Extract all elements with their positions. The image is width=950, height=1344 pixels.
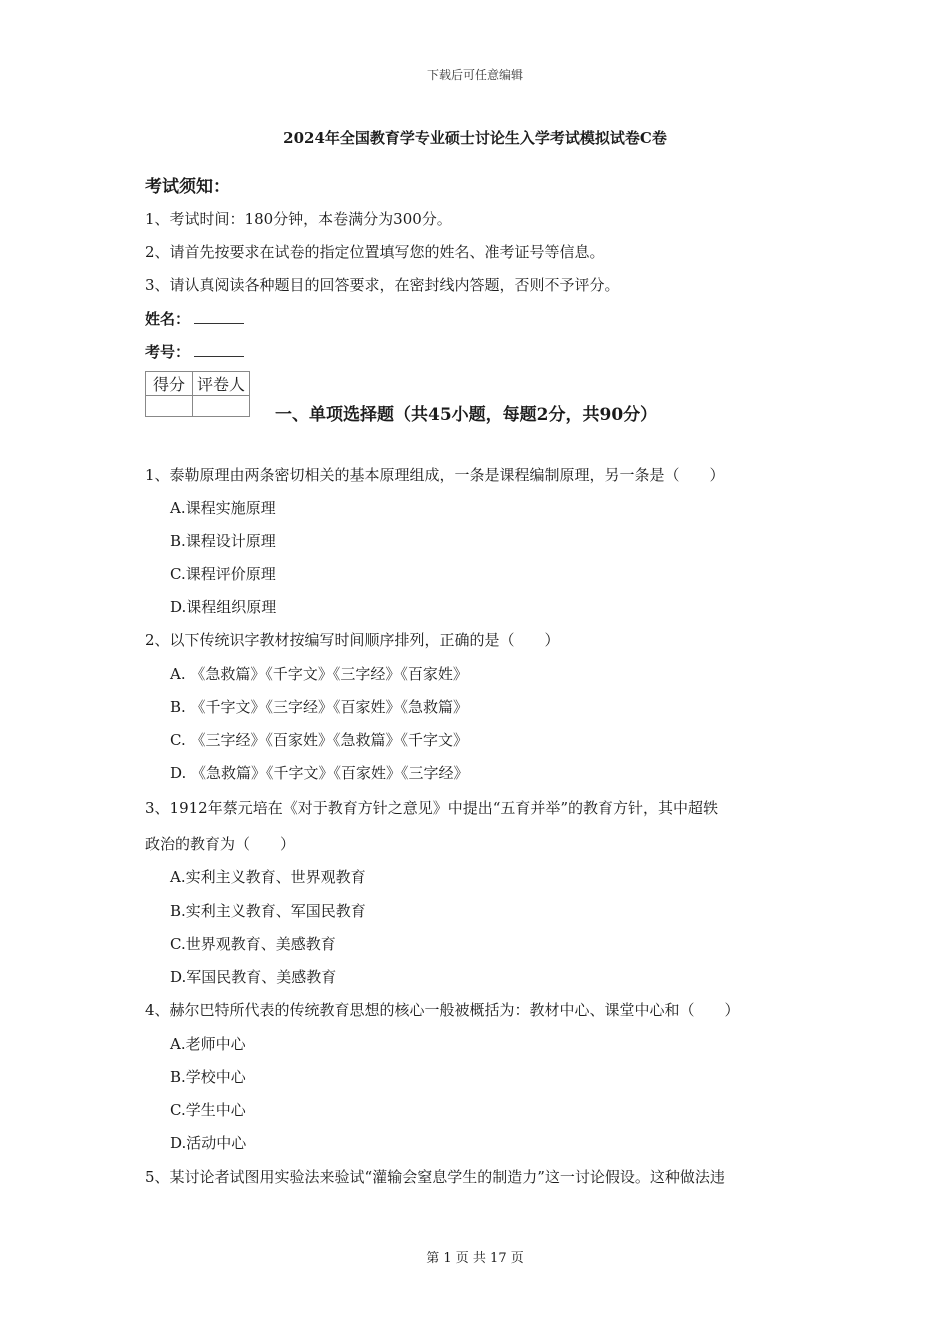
question-option[interactable]: C.学生中心 [170,1101,246,1119]
question-stem: 2、以下传统识字教材按编写时间顺序排列，正确的是（ ） [145,631,560,649]
notice-item: 2、请首先按要求在试卷的指定位置填写您的姓名、准考证号等信息。 [145,243,605,261]
question-option[interactable]: D.军国民教育、美感教育 [170,968,337,986]
grader-cell[interactable] [193,396,250,417]
question-option[interactable]: B.课程设计原理 [170,532,276,550]
question-option[interactable]: A.课程实施原理 [170,499,276,517]
id-blank[interactable] [194,342,244,357]
question-option[interactable]: B.学校中心 [170,1068,246,1086]
question-option[interactable]: C.世界观教育、美感教育 [170,935,336,953]
question-option[interactable]: A. 《急救篇》《千字文》《三字经》《百家姓》 [170,665,468,683]
score-table [145,371,250,417]
question-option[interactable]: C.课程评价原理 [170,565,276,583]
grader-header: 评卷人 [193,372,250,396]
question-option[interactable]: D.活动中心 [170,1134,247,1152]
question-option[interactable]: B.实利主义教育、军国民教育 [170,902,366,920]
section-title: 一、单项选择题（共45小题，每题2分，共90分） [275,405,658,425]
question-stem: 1、泰勒原理由两条密切相关的基本原理组成，一条是课程编制原理，另一条是（ ） [145,466,725,484]
question-option[interactable]: D.课程组织原理 [170,598,277,616]
question-stem: 3、1912年蔡元培在《对于教育方针之意见》中提出“五育并举”的教育方针，其中超轶 [145,799,719,817]
notice-heading: 考试须知： [145,177,230,197]
notice-item: 3、请认真阅读各种题目的回答要求，在密封线内答题，否则不予评分。 [145,276,620,294]
question-stem-cont: 政治的教育为（ ） [145,835,296,853]
question-stem: 4、赫尔巴特所代表的传统教育思想的核心一般被概括为：教材中心、课堂中心和（ ） [145,1001,740,1019]
question-option[interactable]: D. 《急救篇》《千字文》《百家姓》《三字经》 [170,764,469,782]
score-cell[interactable] [146,396,193,417]
name-field [145,308,244,329]
name-label: 姓名： [145,310,191,328]
question-option[interactable]: A.老师中心 [170,1035,246,1053]
question-option[interactable]: A.实利主义教育、世界观教育 [170,868,366,886]
page-footer: 第 1 页 共 17 页 [426,1251,524,1266]
notice-item: 1、考试时间：180分钟，本卷满分为300分。 [145,210,452,228]
question-option[interactable]: C. 《三字经》《百家姓》《急救篇》《千字文》 [170,731,468,749]
question-option[interactable]: B. 《千字文》《三字经》《百家姓》《急救篇》 [170,698,469,716]
page-title: 2024年全国教育学专业硕士讨论生入学考试模拟试卷C卷 [283,129,667,147]
score-header: 得分 [146,372,193,396]
header-note: 下载后可任意编辑 [426,68,523,82]
id-label: 考号： [145,343,191,361]
id-field [145,341,244,362]
name-blank[interactable] [194,309,244,324]
question-stem: 5、某讨论者试图用实验法来验试“灌输会窒息学生的制造力”这一讨论假设。这种做法违 [145,1168,725,1186]
